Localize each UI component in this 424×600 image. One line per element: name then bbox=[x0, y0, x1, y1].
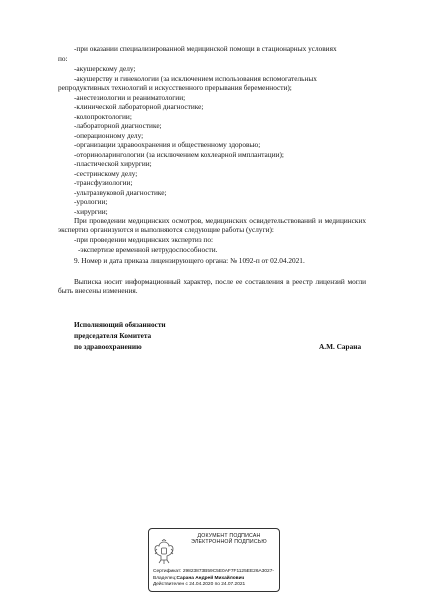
service-item: -сестринскому делу; bbox=[74, 168, 138, 178]
e-signature-title: ДОКУМЕНТ ПОДПИСАН ЭЛЕКТРОННОЙ ПОДПИСЬЮ bbox=[191, 533, 267, 546]
service-item: -акушерскому делу; bbox=[74, 64, 136, 73]
intro-line: -при оказании специализированной медицинской помощи в стационарных условиях bbox=[74, 44, 337, 53]
signatory-name: А.М. Сарана bbox=[319, 342, 362, 351]
exams-line: -экспертизе временной нетрудоспособности. bbox=[78, 245, 218, 254]
service-item: -клинической лабораторной диагностике; bbox=[74, 102, 204, 111]
service-item: -ультразвуковой диагностике; bbox=[74, 187, 167, 197]
signatory-title: Исполняющий обязанности bbox=[74, 320, 166, 329]
coat-of-arms-icon bbox=[153, 539, 175, 565]
signatory-title: председателя Комитета bbox=[74, 331, 152, 340]
signatory-title: по здравоохранению bbox=[74, 342, 142, 351]
service-item: -оториноларингологии (за исключением кохлеарной имплантации); bbox=[74, 149, 284, 159]
exams-paragraph: При проведении медицинских осмотров, медицинских освидетельствований и медицинских экспертиз организуются и выполняются следующие работы (услуги): bbox=[58, 216, 366, 235]
service-item: -трансфузиологии; bbox=[74, 178, 133, 187]
intro-line: по: bbox=[58, 53, 68, 63]
service-item: -организации здравоохранения и общественному здоровью; bbox=[74, 140, 261, 149]
service-item: -акушерству и гинекологии (за исключением использования вспомогательных bbox=[74, 73, 317, 83]
validity-line: Действителен с 24.04.2020 по 24.07.2021 bbox=[153, 582, 246, 587]
service-item: -анестезиологии и реаниматологии; bbox=[74, 92, 186, 102]
service-item: -урологии; bbox=[74, 197, 108, 206]
service-item: репродуктивных технологий и искусственного прерывания беременности); bbox=[58, 83, 292, 92]
order-line: 9. Номер и дата приказа лицензирующего органа: № 1092-п от 02.04.2021. bbox=[74, 256, 305, 265]
service-item: -хирургии; bbox=[74, 206, 108, 216]
service-item: -пластической хирургии; bbox=[74, 159, 152, 168]
owner-line: Владелец:Сарана Андрей Михайлович bbox=[153, 575, 245, 581]
service-item: -колопроктологии; bbox=[74, 111, 132, 121]
info-note: Выписка носит информационный характер, после ее составления в реестр лицензий могли быть внесены изменения. bbox=[58, 277, 366, 296]
e-signature-stamp bbox=[148, 528, 280, 592]
exams-line: -при проведении медицинских экспертиз по: bbox=[74, 235, 214, 244]
certificate-line: Сертификат: 29823873B59C5E0AF7F1125EE26A3027- bbox=[153, 569, 274, 574]
service-item: -лабораторной диагностике; bbox=[74, 121, 162, 130]
service-item: -операционному делу; bbox=[74, 130, 144, 140]
